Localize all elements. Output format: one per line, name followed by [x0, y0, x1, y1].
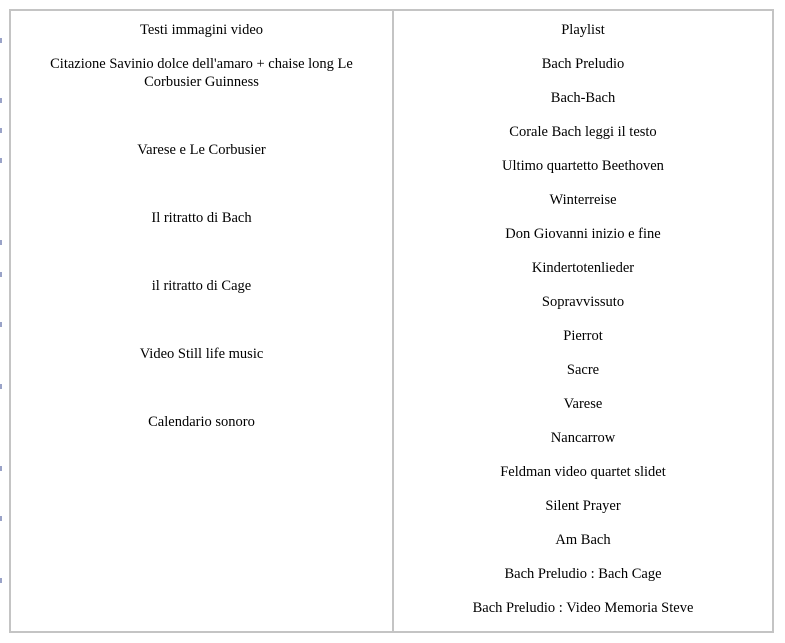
- playlist-item: Sacre: [566, 362, 600, 378]
- playlist-item: Bach Preludio : Bach Cage: [504, 566, 662, 582]
- playlist-item: Bach-Bach: [550, 90, 616, 106]
- edge-mark: [0, 384, 2, 389]
- left-column-header: Testi immagini video: [139, 22, 264, 38]
- edge-mark: [0, 128, 2, 133]
- edge-mark: [0, 158, 2, 163]
- left-item-varese-le-corbusier: Varese e Le Corbusier: [137, 142, 266, 158]
- playlist-item: Winterreise: [549, 192, 617, 208]
- playlist-item: Don Giovanni inizio e fine: [505, 226, 661, 242]
- playlist-item: Bach Preludio: [541, 56, 625, 72]
- edge-mark: [0, 322, 2, 327]
- playlist-item: Sopravvissuto: [541, 294, 625, 310]
- left-item-cage-portrait: il ritratto di Cage: [151, 278, 252, 294]
- edge-mark: [0, 578, 2, 583]
- content-table: [9, 9, 774, 633]
- playlist-item: Silent Prayer: [545, 498, 621, 514]
- edge-mark: [0, 38, 2, 43]
- playlist-item: Bach Preludio : Video Memoria Steve: [472, 600, 694, 616]
- right-column: [394, 11, 772, 631]
- left-column: [11, 11, 394, 631]
- left-item-savinio-citation: Citazione Savinio dolce dell'amaro + chaise long Le Corbusier Guinness: [50, 56, 353, 90]
- right-column-header: Playlist: [561, 22, 605, 38]
- edge-mark: [0, 272, 2, 277]
- edge-mark: [0, 240, 2, 245]
- playlist-item: Kindertotenlieder: [531, 260, 635, 276]
- playlist-item: Ultimo quartetto Beethoven: [502, 158, 664, 174]
- edge-mark: [0, 98, 2, 103]
- edge-mark: [0, 466, 2, 471]
- playlist-item: Corale Bach leggi il testo: [509, 124, 657, 140]
- edge-mark: [0, 516, 2, 521]
- left-item-bach-portrait: Il ritratto di Bach: [151, 210, 252, 226]
- playlist-item: Am Bach: [555, 532, 611, 548]
- playlist-item: Nancarrow: [550, 430, 616, 446]
- left-item-still-life-video: Video Still life music: [139, 346, 264, 362]
- playlist-item: Pierrot: [563, 328, 603, 344]
- left-edge-marks: [0, 0, 2, 643]
- playlist-item: Varese: [563, 396, 603, 412]
- playlist-item: Feldman video quartet slidet: [500, 464, 666, 480]
- left-item-calendario-sonoro: Calendario sonoro: [148, 414, 255, 430]
